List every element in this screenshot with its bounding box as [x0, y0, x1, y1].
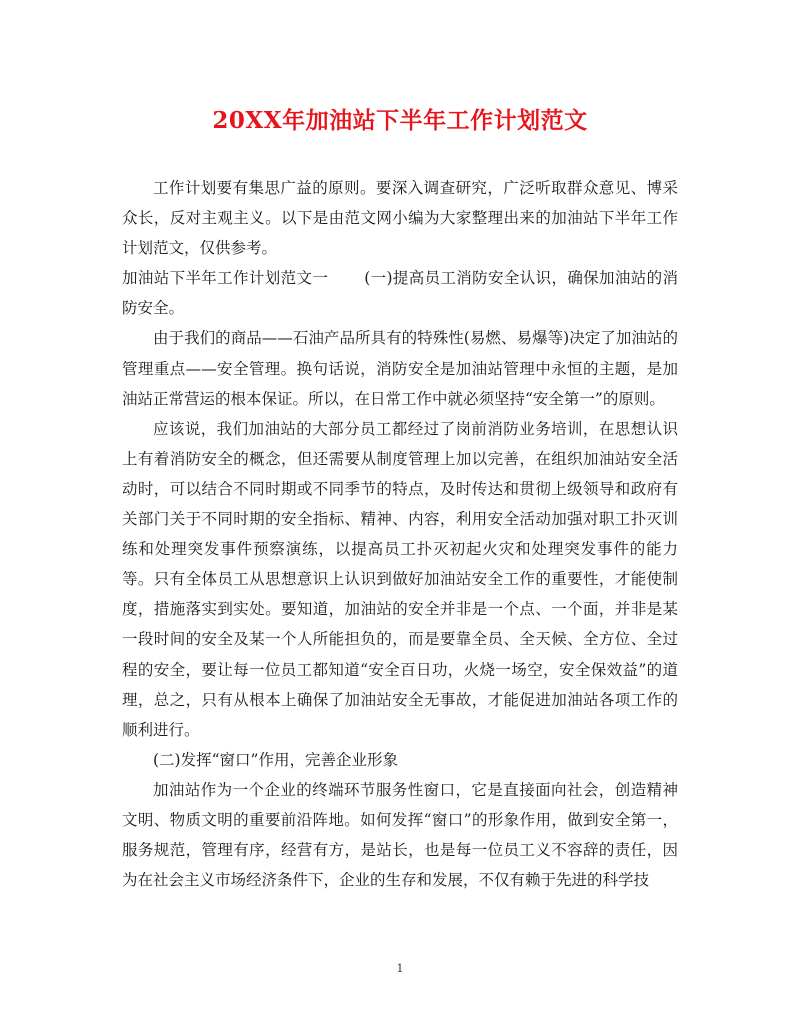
section-first-point: (一)提高员工消防安全认识，确保加油站的消防安全。: [122, 269, 678, 318]
document-body: [122, 173, 678, 895]
page-number: 1: [396, 962, 404, 975]
intro-paragraph: 工作计划要有集思广益的原则。要深入调查研究，广泛听取群众意见、博采众长，反对主观主义。以下是由范文网小编为大家整理出来的加油站下半年工作计划范文，仅供参考。: [122, 179, 678, 258]
section-title: 加油站下半年工作计划范文一: [122, 269, 329, 288]
paragraph-2: 应该说，我们加油站的大部分员工都经过了岗前消防业务培训，在思想认识上有着消防安全的概念，但还需要从制度管理上加以完善，在组织加油站安全活动时，可以结合不同时期或不同季节的特点，及时传达和贯彻上级领导和政府有关部门关于不同时期的安全指标、精神、内容，利用安全活动加强对职工扑灭训练和处理突发事件预察演练，以提高员工扑灭初起火灾和处理突发事件的能力等。只有全体员工从思想意识上认识到做好加油站安全工作的重要性，才能使制度，措施落实到实处。要知道，加油站的安全并非是一个点、一个面，并非是某一段时间的安全及某一个人所能担负的，而是要靠全员、全天候、全方位、全过程的安全，要让每一位员工都知道“安全百日功，火烧一场空，安全保效益”的道理，总之，只有从根本上确保了加油站安全无事故，才能促进加油站各项工作的顺利进行。: [122, 419, 678, 739]
heading-2: (二)发挥“窗口”作用，完善企业形象: [153, 750, 398, 769]
document-title: 20XX年加油站下半年工作计划范文: [212, 107, 588, 134]
paragraph-1: 由于我们的商品——石油产品所具有的特殊性(易燃、易爆等)决定了加油站的管理重点——安全管理。换句话说，消防安全是加油站管理中永恒的主题，是加油站正常营运的根本保证。所以，在日常工作中就必须坚持“安全第一”的原则。: [122, 329, 678, 408]
section-line: [122, 263, 678, 323]
paragraph-3: 加油站作为一个企业的终端环节服务性窗口，它是直接面向社会，创造精神文明、物质文明的重要前沿阵地。如何发挥“窗口”的形象作用，做到安全第一，服务规范，管理有序，经营有方，是站长，也是每一位员工义不容辞的责任，因为在社会主义市场经济条件下，企业的生存和发展，不仅有赖于先进的科学技: [122, 780, 678, 890]
